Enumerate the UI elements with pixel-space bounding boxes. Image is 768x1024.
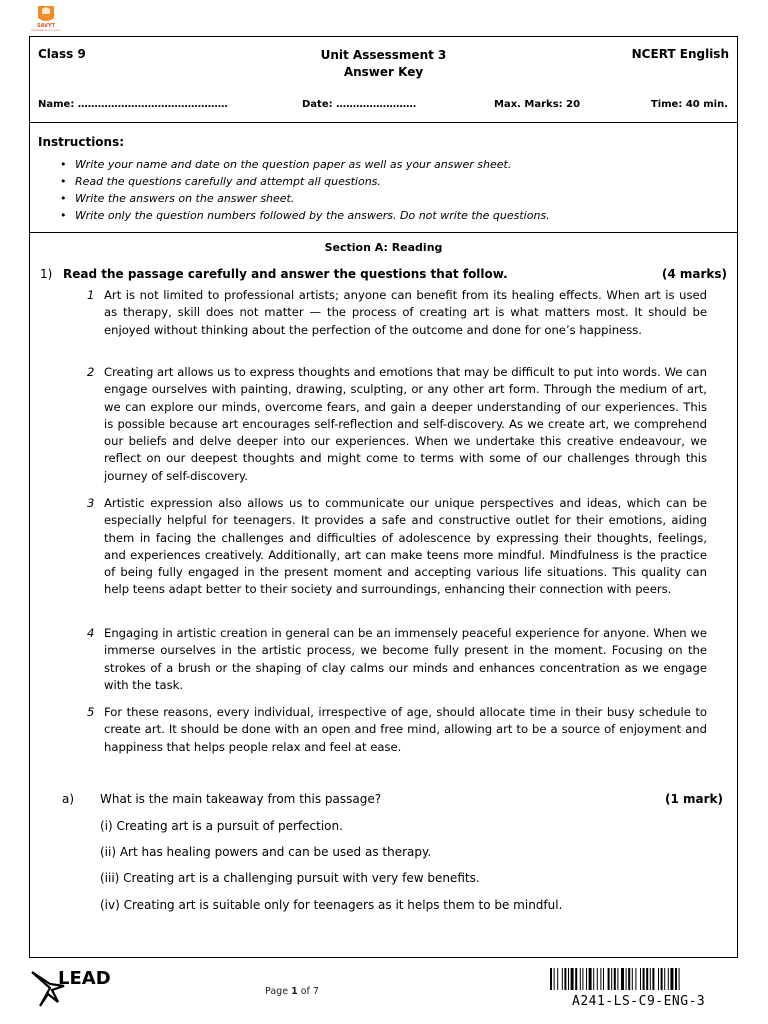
paragraph-text: Creating art allows us to express thoughts and emotions that may be difficult to put into words. We can engage ourselves with painting, drawing, sculpting, or any other art form. Through the medium of art, we can explore our minds, overcome fears, and gain a deeper understanding of our experiences. This is possible because art encourages self-reflection and self-discovery. As we create art, we comprehend our beliefs and delve deeper into our experiences. When we undertake this creative endeavour, we reflect on our deepest thoughts and might come to terms with some of our challenges through this journey of self-discovery.	[104, 365, 707, 483]
max-marks: Max. Marks: 20	[494, 99, 581, 110]
question-number: 1)	[40, 267, 53, 281]
passage-paragraph	[87, 364, 707, 485]
answer-option: (iv) Creating art is suitable only for teenagers as it helps them to be mindful.	[100, 898, 563, 912]
answer-option: (i) Creating art is a pursuit of perfection.	[100, 819, 343, 833]
time-allowed: Time: 40 min.	[650, 99, 728, 110]
passage-paragraph	[87, 704, 707, 756]
instruction-item: • Write only the question numbers followed by the answers. Do not write the questions.	[75, 207, 550, 224]
name-field: Name: ………………………………………	[38, 99, 228, 110]
question-marks: (4 marks)	[661, 267, 727, 281]
instruction-item: • Write the answers on the answer sheet.	[75, 190, 550, 207]
instruction-item: • Read the questions carefully and attempt all questions.	[75, 173, 550, 190]
paragraph-text: Artistic expression also allows us to communicate our unique perspectives and ideas, which can be especially helpful for teenagers. It provides a safe and constructive outlet for their emotions, aiding them in facing the challenges and difficulties of adolescence by expressing their thoughts, feelings, and experiences creatively. Additionally, art can make teens more mindful. Mindfulness is the practice of being fully engaged in the present moment and accepting various life situations. This quality can help teens adapt better to their society and surroundings, enhancing their connection with peers.	[104, 496, 707, 597]
page-number: 1	[291, 986, 298, 997]
document-code: A241-LS-C9-ENG-3	[572, 994, 706, 1009]
paragraph-number: 3	[87, 496, 95, 510]
instructions-heading: Instructions:	[38, 135, 125, 149]
section-heading: Section A: Reading	[324, 241, 443, 254]
paragraph-text: Engaging in artistic creation in general can be an immensely peaceful experience for anyone. When we immerse ourselves in the artistic process, we become fully present in the moment. Focusing on the strokes of a brush or the shaping of clay calms our minds and enhances concentration as we engage with the task.	[104, 626, 707, 692]
logo-brand: SAVYT	[36, 23, 56, 29]
passage-paragraph	[87, 495, 707, 599]
page-suffix: of 7	[297, 986, 319, 997]
page-prefix: Page	[265, 986, 292, 997]
answer-option: (ii) Art has healing powers and can be used as therapy.	[100, 845, 432, 859]
answer-option: (iii) Creating art is a challenging pursuit with very few benefits.	[100, 871, 480, 885]
page-indicator	[0, 986, 584, 997]
paragraph-number: 1	[87, 288, 95, 302]
paragraph-text: Art is not limited to professional artists; anyone can benefit from its healing effects. When art is used as therapy, skill does not matter — the process of creating art is what matters most. It should be enjoyed without thinking about the perfection of the outcome and done for one’s happiness.	[104, 288, 707, 337]
lead-wordmark: LEAD	[58, 968, 111, 989]
subquestion-text: What is the main takeaway from this passage?	[100, 792, 382, 806]
assessment-title: Unit Assessment 3	[320, 48, 447, 62]
document-frame	[29, 36, 738, 958]
instructions-list	[75, 156, 550, 224]
question-text: Read the passage carefully and answer the questions that follow.	[63, 267, 508, 281]
date-field: Date: ……………………	[302, 99, 417, 110]
school-logo	[31, 4, 61, 36]
barcode	[550, 968, 741, 990]
class-label: Class 9	[38, 47, 86, 61]
answer-key-label: Answer Key	[343, 65, 424, 79]
passage-paragraph	[87, 287, 707, 339]
paragraph-number: 2	[87, 365, 95, 379]
paragraph-text: For these reasons, every individual, irrespective of age, should allocate time in their busy schedule to create art. It should be done with an open and free mind, allowing art to be a source of enjoyment and happiness that helps people relax and feel at ease.	[104, 705, 707, 754]
instruction-item: • Write your name and date on the question paper as well as your answer sheet.	[75, 156, 550, 173]
logo-sub: INTERNATIONAL GROUP OF SCHOOLS	[31, 31, 61, 32]
paragraph-number: 5	[87, 705, 95, 719]
assessment-header	[30, 37, 737, 123]
subject-label: NCERT English	[631, 47, 729, 61]
subquestion-label: a)	[62, 792, 75, 806]
passage-paragraph	[87, 625, 707, 694]
instructions-box	[30, 123, 737, 233]
subquestion-marks: (1 mark)	[665, 792, 723, 806]
paragraph-number: 4	[87, 626, 95, 640]
